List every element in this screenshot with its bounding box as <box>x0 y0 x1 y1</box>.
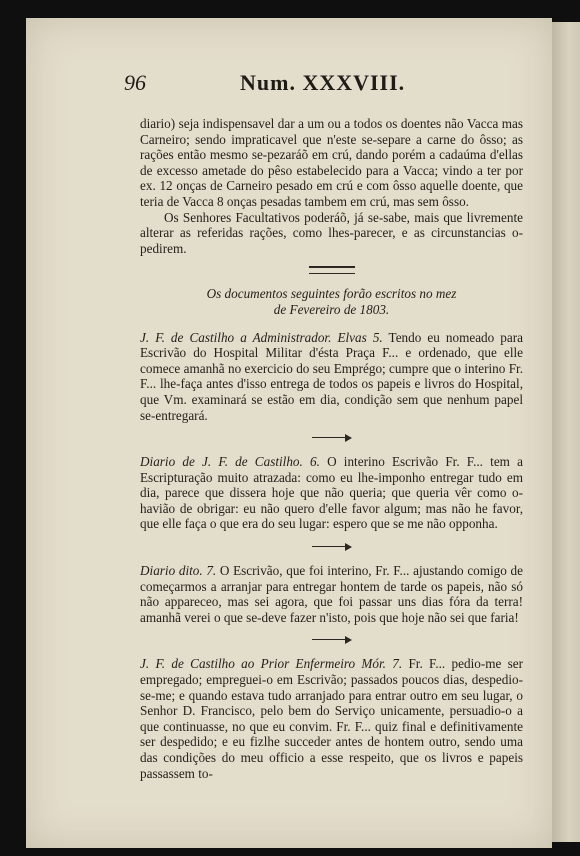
entry-heading: J. F. de Castilho ao Prior Enfermeiro Mór. 7. <box>140 656 403 672</box>
issue-title: Num. XXXVIII. <box>240 70 406 95</box>
page-number: 96 <box>124 70 146 95</box>
intro-line-2: de Fevereiro de 1803. <box>273 301 390 317</box>
entry-body: Tendo eu nomeado para Escrivão do Hospital Militar d'ésta Praça F... e ordenado, que elle comece amanhã no exercicio do seu Emprégo; cumpre que o interino Fr. F... lhe-faça antes d'isso entrega de todos os papeis e livros do Hospital, que Vm. examinará se estão em dia, condição sem que nenhum papel se-entregará. <box>140 329 524 423</box>
entry-4 <box>140 656 523 781</box>
entry-heading: Diario dito. 7. <box>140 563 217 579</box>
page-header <box>124 70 524 100</box>
entry-1 <box>140 330 523 424</box>
entry-heading: J. F. de Castilho a Administrador. Elvas 5. <box>140 329 383 345</box>
paragraph-facultativos: Os Senhores Facultativos poderáõ, já se-sabe, mais que livremente alterar as referidas rações, como lhes-parecer, e as circunstancias o-pedirem. <box>140 209 523 256</box>
double-rule-divider <box>309 266 355 274</box>
arrow-divider <box>312 542 352 551</box>
adjacent-page-edge <box>552 22 580 842</box>
intro-line-1: Os documentos seguintes forão escritos no mez <box>206 286 457 302</box>
paragraph-continuation: diario) seja indispensavel dar a um ou a todos os doentes não Vacca mas Carneiro; sendo impraticavel que n'este se-separe a carne do ôsso; as rações então mesmo se-pezaráõ em crú, dando porém a cadaúma d'ellas de excesso ametade do pêso estabelecido para a Vacca; vindo a ter por ex. 12 onças de Carneiro pesado em crú e com ôsso aquelle doente, que teria de Vacca 8 onças pesadas tambem em crú, mas sem ôsso. <box>140 116 523 209</box>
entry-body: O Escrivão, que foi interino, Fr. F... ajustando comigo de começarmos a arranjar para entregar hontem de tarde os papeis, não só não appareceo, mas sei agora, que foi passar uns dias fóra da terra! amanhã verei o que se-deve fazer n'isto, pois que hoje não sei que faria! <box>140 563 523 625</box>
entry-body: Fr. F... pedio-me ser empregado; empreguei-o em Escrivão; passados poucos dias, despedio-se-me; e quando estava tudo arranjado para entrar outro em seu lugar, o Senhor D. Francisco, pelo bem do Serviço unicamente, persuadio-o a que continuasse, no que eu convim. Fr. F... quiz final e definitivamente ser despedido; e eu fizlhe succeder antes de hontem outro, sendo uma das condições do meu officio a esse respeito, que os livros e papeis passassem to- <box>140 656 524 781</box>
arrow-divider <box>312 433 352 442</box>
arrow-divider <box>312 635 352 644</box>
documents-intro <box>140 286 523 317</box>
entry-2 <box>140 454 523 532</box>
entry-heading: Diario de J. F. de Castilho. 6. <box>140 454 320 470</box>
entry-body: O interino Escrivão Fr. F... tem a Escripturação muito atrazada: como eu lhe-imponho entregar tudo em dia, parece que dissera hoje que não queria; que queria vêr como o-havião de obrigar: eu não quero d'elle favor algum; mas não he favor, que elle faça o que era do seu lugar: espero que se me não opponha. <box>140 454 523 532</box>
page-body <box>140 116 523 781</box>
entry-3 <box>140 563 523 625</box>
